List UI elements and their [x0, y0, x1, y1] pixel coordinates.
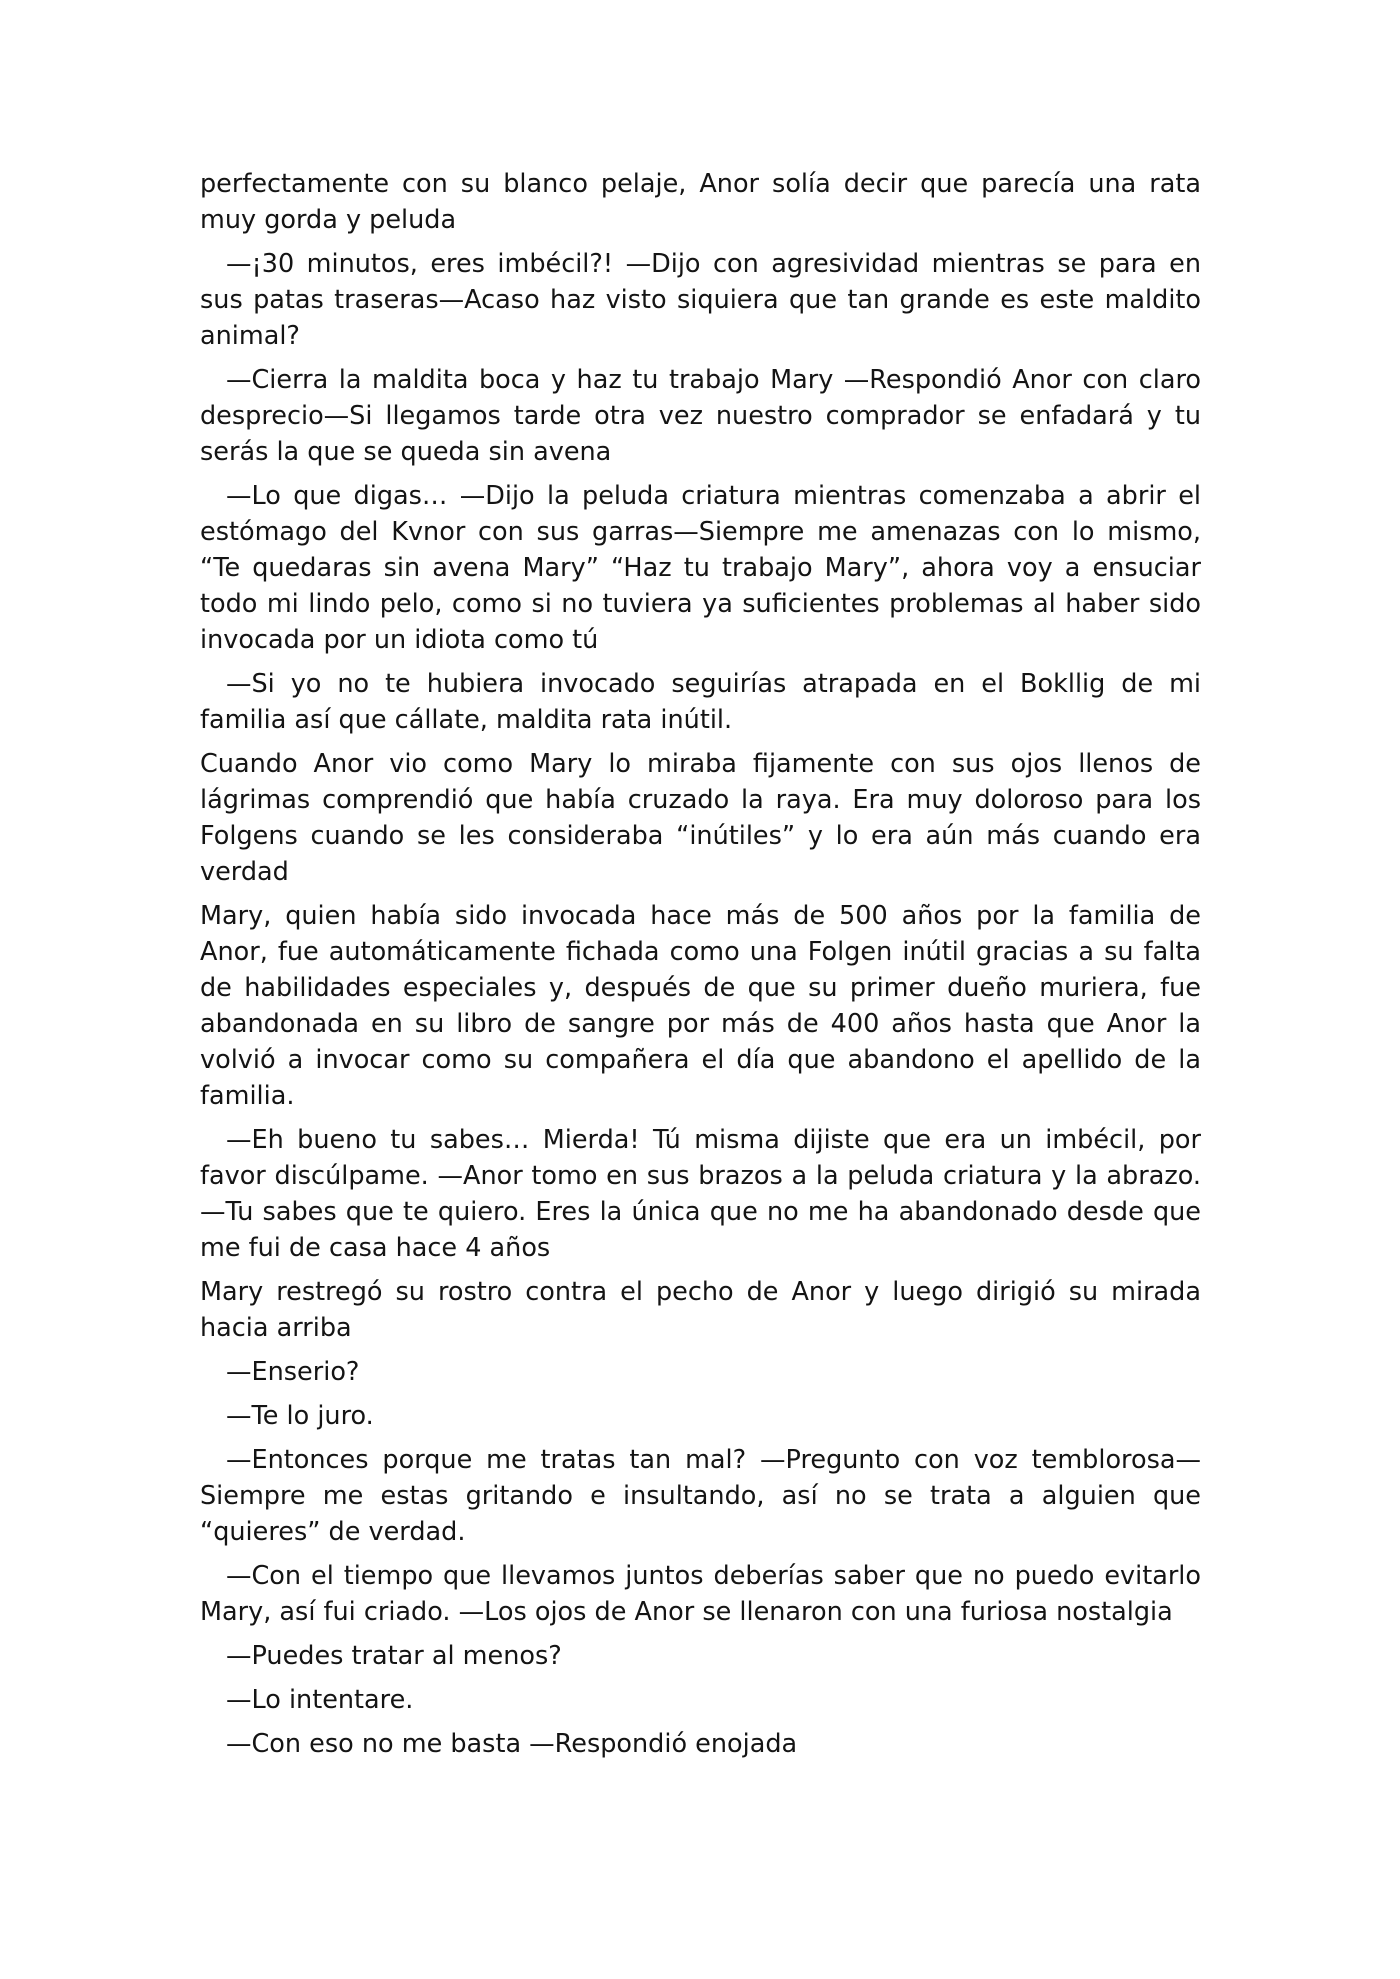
paragraph-5: —Si yo no te hubiera invocado seguirías atrapada en el Bokllig de mi familia así que cállate, maldita rata inútil. [200, 669, 1201, 735]
paragraph-4: —Lo que digas… —Dijo la peluda criatura mientras comenzaba a abrir el estómago del Kvnor con sus garras—Siempre me amenazas con lo mismo, “Te quedaras sin avena Mary” “Haz tu trabajo Mary”, ahora voy a ensuciar todo mi lindo pelo, como si no tuviera ya suficientes problemas al haber sido invocada por un idiota como tú [200, 481, 1201, 655]
paragraph-12: —Entonces porque me tratas tan mal? —Pregunto con voz temblorosa—Siempre me estas gritando e insultando, así no se trata a alguien que “quieres” de verdad. [200, 1445, 1201, 1547]
paragraph-10: —Enserio? [226, 1357, 360, 1387]
paragraph-2: —¡30 minutos, eres imbécil?! —Dijo con agresividad mientras se para en sus patas traseras—Acaso haz visto siquiera que tan grande es este maldito animal? [200, 249, 1201, 351]
paragraph-7: Mary, quien había sido invocada hace más de 500 años por la familia de Anor, fue automáticamente fichada como una Folgen inútil gracias a su falta de habilidades especiales y, después de que su primer dueño muriera, fue abandonada en su libro de sangre por más de 400 años hasta que Anor la volvió a invocar como su compañera el día que abandono el apellido de la familia. [200, 901, 1201, 1111]
paragraph-15: —Lo intentare. [226, 1685, 414, 1715]
paragraph-11: —Te lo juro. [226, 1401, 374, 1431]
paragraph-16: —Con eso no me basta —Respondió enojada [226, 1729, 798, 1759]
paragraph-6: Cuando Anor vio como Mary lo miraba fijamente con sus ojos llenos de lágrimas comprendió que había cruzado la raya. Era muy doloroso para los Folgens cuando se les consideraba “inútiles” y lo era aún más cuando era verdad [200, 749, 1201, 887]
paragraph-8: —Eh bueno tu sabes… Mierda! Tú misma dijiste que era un imbécil, por favor discúlpame. —Anor tomo en sus brazos a la peluda criatura y la abrazo. —Tu sabes que te quiero. Eres la única que no me ha abandonado desde que me fui de casa hace 4 años [200, 1125, 1201, 1263]
paragraph-1: perfectamente con su blanco pelaje, Anor solía decir que parecía una rata muy gorda y peluda [200, 169, 1201, 235]
paragraph-14: —Puedes tratar al menos? [226, 1641, 562, 1671]
paragraph-3: —Cierra la maldita boca y haz tu trabajo Mary —Respondió Anor con claro desprecio—Si llegamos tarde otra vez nuestro comprador se enfadará y tu serás la que se queda sin avena [200, 365, 1201, 467]
paragraph-9: Mary restregó su rostro contra el pecho de Anor y luego dirigió su mirada hacia arriba [200, 1277, 1201, 1343]
page-body [200, 166, 1201, 1770]
paragraph-13: —Con el tiempo que llevamos juntos deberías saber que no puedo evitarlo Mary, así fui criado. —Los ojos de Anor se llenaron con una furiosa nostalgia [200, 1561, 1201, 1627]
